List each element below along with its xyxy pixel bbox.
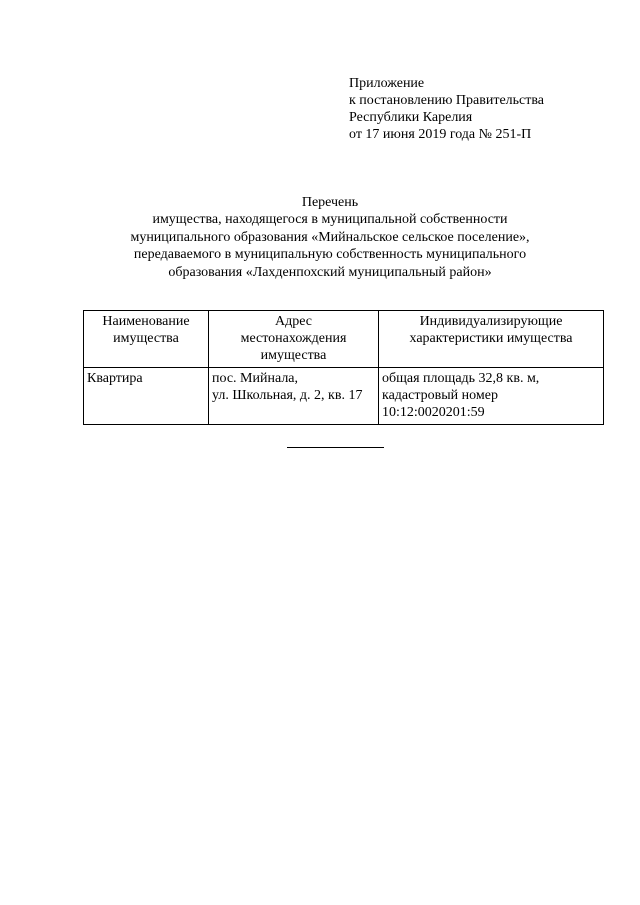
header-line: Адрес — [274, 314, 312, 329]
cell-characteristics — [379, 368, 604, 425]
appendix-line: Приложение — [349, 76, 425, 91]
header-line: характеристики имущества — [409, 331, 573, 346]
cell-line: Квартира — [87, 371, 143, 386]
header-line: Индивидуализирующие — [419, 314, 563, 329]
header-line: имущества — [260, 348, 327, 363]
header-name — [84, 311, 209, 368]
closing-rule — [287, 447, 384, 448]
appendix-line: от 17 июня 2019 года № 251-П — [349, 127, 532, 142]
title-line: передаваемого в муниципальную собственность муниципального — [133, 247, 527, 263]
title-line: образования «Лахденпохский муниципальный район» — [168, 264, 492, 280]
cell-line: пос. Мийнала, — [212, 371, 299, 386]
property-table — [83, 310, 604, 425]
table-row — [84, 368, 604, 425]
table-header-row — [84, 311, 604, 368]
header-line: Наименование — [102, 314, 190, 329]
header-address — [209, 311, 379, 368]
title-line: муниципального образования «Мийнальское сельское поселение», — [130, 229, 530, 245]
appendix-note — [349, 75, 609, 143]
title-line: Перечень — [301, 195, 359, 210]
cell-line: ул. Школьная, д. 2, кв. 17 — [212, 388, 363, 403]
document-title — [80, 194, 580, 281]
header-line: местонахождения — [240, 331, 347, 346]
title-line: имущества, находящегося в муниципальной собственности — [152, 212, 508, 228]
cell-line: кадастровый номер — [382, 388, 498, 403]
appendix-line: Республики Карелия — [349, 110, 473, 125]
header-line: имущества — [113, 331, 179, 346]
cell-address — [209, 368, 379, 425]
cell-line: 10:12:0020201:59 — [382, 405, 485, 420]
header-characteristics — [379, 311, 604, 368]
cell-name — [84, 368, 209, 425]
appendix-line: к постановлению Правительства — [349, 93, 545, 108]
cell-line: общая площадь 32,8 кв. м, — [382, 371, 540, 386]
